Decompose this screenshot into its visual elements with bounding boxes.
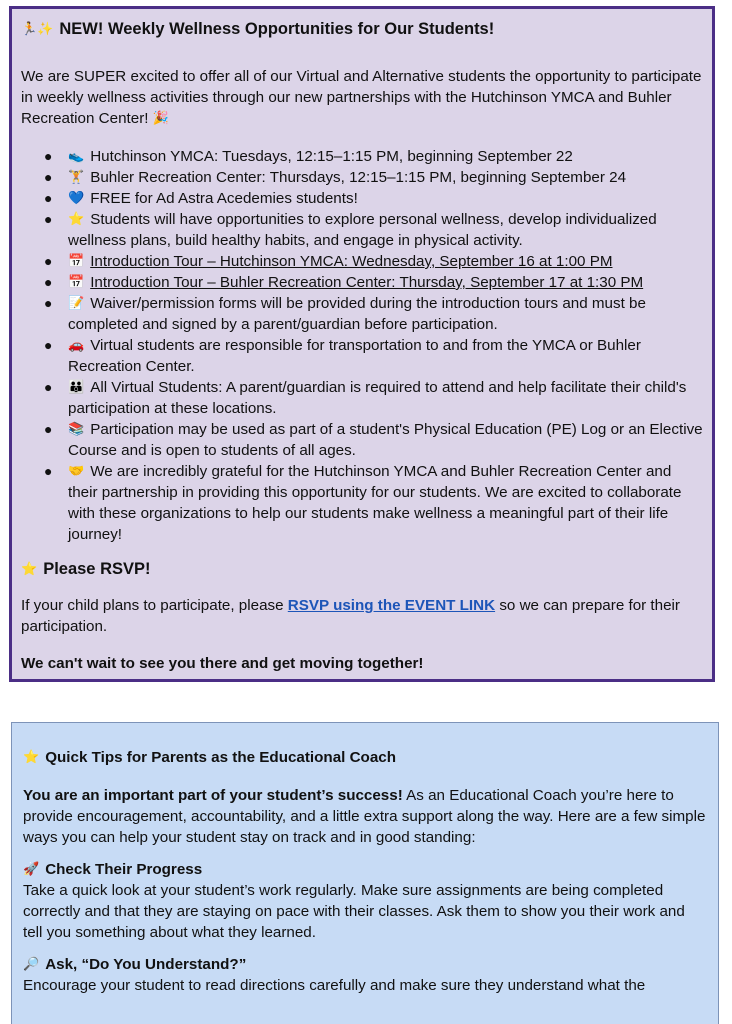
handshake-icon: 🤝 bbox=[68, 463, 85, 478]
books-icon: 📚 bbox=[68, 421, 85, 436]
tips-intro-bold: You are an important part of your student’s success! bbox=[23, 787, 403, 804]
bullet-icon: ● bbox=[44, 379, 53, 395]
tip-heading-progress bbox=[23, 859, 708, 880]
list-item-text: All Virtual Students: A parent/guardian is required to attend and help facilitate their child's participation at these locations. bbox=[68, 379, 687, 417]
list-item-text: Introduction Tour – Hutchinson YMCA: Wednesday, September 16 at 1:00 PM bbox=[90, 253, 613, 270]
wellness-title-text: NEW! Weekly Wellness Opportunities for Our Students! bbox=[59, 20, 495, 38]
memo-icon: 📝 bbox=[68, 295, 85, 310]
bullet-icon: ● bbox=[44, 190, 53, 206]
weightlifter-icon: 🏋️ bbox=[68, 169, 85, 184]
list-item-text: Hutchinson YMCA: Tuesdays, 12:15–1:15 PM, beginning September 22 bbox=[90, 148, 573, 165]
star-icon: ⭐ bbox=[23, 749, 40, 764]
bullet-icon: ● bbox=[44, 274, 53, 290]
list-item bbox=[21, 251, 704, 272]
bullet-icon: ● bbox=[44, 337, 53, 353]
list-item-text: Virtual students are responsible for transportation to and from the YMCA or Buhler Recreation Center. bbox=[68, 337, 641, 375]
bullet-icon: ● bbox=[44, 253, 53, 269]
list-item bbox=[21, 377, 704, 419]
wellness-intro-text: We are SUPER excited to offer all of our Virtual and Alternative students the opportunity to participate in weekly wellness activities through our new partnerships with the Hutchinson YMCA and Buhler Recreation Center! bbox=[21, 68, 702, 127]
bullet-icon: ● bbox=[44, 169, 53, 185]
tips-title bbox=[23, 747, 708, 769]
tips-intro-rest: As an Educational Coach you’re here to provide encouragement, accountability, and a little extra support along the way. Here are a few simple ways you can help your student stay on track and in good standing: bbox=[23, 787, 706, 846]
family-icon: 👪 bbox=[68, 379, 85, 394]
list-item-text: FREE for Ad Astra Acedemies students! bbox=[90, 190, 358, 207]
list-item-text: Participation may be used as part of a student's Physical Education (PE) Log or an Elective Course and is open to students of all ages. bbox=[68, 421, 703, 459]
list-item bbox=[21, 167, 704, 188]
tip-heading-text: Check Their Progress bbox=[45, 861, 203, 878]
list-item bbox=[21, 461, 704, 545]
list-item-text: Waiver/permission forms will be provided during the introduction tours and must be completed and signed by a parent/guardian before participation. bbox=[68, 295, 646, 333]
list-item bbox=[21, 146, 704, 167]
rsvp-event-link[interactable]: RSVP using the EVENT LINK bbox=[287, 597, 496, 614]
tip-heading-text: Ask, “Do You Understand?” bbox=[45, 956, 247, 973]
list-item bbox=[21, 272, 704, 293]
closing-message: We can't wait to see you there and get moving together! bbox=[21, 655, 424, 672]
bullet-icon: ● bbox=[44, 295, 53, 311]
wellness-title bbox=[21, 17, 704, 43]
list-item-text: We are incredibly grateful for the Hutchinson YMCA and Buhler Recreation Center and their partnership in providing this opportunity for our students. We are excited to collaborate with these organizations to help our students make wellness a meaningful part of their life journey! bbox=[68, 463, 682, 543]
wellness-details-list bbox=[21, 146, 704, 545]
rsvp-heading bbox=[21, 557, 704, 581]
wellness-intro bbox=[21, 66, 704, 129]
list-item-text: Introduction Tour – Buhler Recreation Center: Thursday, September 17 at 1:30 PM bbox=[90, 274, 644, 291]
rsvp-text-after: so we can prepare for their participation. bbox=[21, 597, 680, 635]
wellness-announcement-box bbox=[9, 6, 715, 682]
party-popper-icon: 🎉 bbox=[152, 110, 169, 125]
bullet-icon: ● bbox=[44, 463, 53, 479]
rsvp-heading-text: Please RSVP! bbox=[43, 560, 151, 578]
list-item bbox=[21, 188, 704, 209]
bullet-icon: ● bbox=[44, 148, 53, 164]
bullet-icon: ● bbox=[44, 421, 53, 437]
list-item bbox=[21, 335, 704, 377]
bullet-icon: ● bbox=[44, 211, 53, 227]
star-icon: ⭐ bbox=[21, 561, 38, 576]
tips-title-text: Quick Tips for Parents as the Educational Coach bbox=[45, 749, 396, 766]
magnifier-icon: 🔎 bbox=[23, 956, 40, 971]
list-item-text: Students will have opportunities to explore personal wellness, develop individualized wellness plans, build healthy habits, and engage in physical activity. bbox=[68, 211, 657, 249]
parent-tips-box bbox=[11, 722, 719, 1024]
rsvp-text-before: If your child plans to participate, please bbox=[21, 597, 288, 614]
sneaker-icon: 👟 bbox=[68, 148, 85, 163]
tip-text-progress: Take a quick look at your student’s work regularly. Make sure assignments are being completed correctly and that they are staying on pace with their classes. Ask them to show you their work and tell you something about what they learned. bbox=[23, 882, 685, 941]
list-item-text: Buhler Recreation Center: Thursdays, 12:15–1:15 PM, beginning September 24 bbox=[90, 169, 627, 186]
runner-sparkle-icon: 🏃✨ bbox=[21, 21, 54, 36]
calendar-icon: 📅 bbox=[68, 274, 85, 289]
star-icon: ⭐ bbox=[68, 211, 85, 226]
blue-heart-icon: 💙 bbox=[68, 190, 85, 205]
tips-intro bbox=[23, 785, 708, 848]
tip-heading-understand bbox=[23, 954, 708, 975]
list-item bbox=[21, 293, 704, 335]
list-item bbox=[21, 419, 704, 461]
rocket-icon: 🚀 bbox=[23, 861, 40, 876]
car-icon: 🚗 bbox=[68, 337, 85, 352]
tip-text-understand: Encourage your student to read directions carefully and make sure they understand what the bbox=[23, 977, 646, 994]
list-item bbox=[21, 209, 704, 251]
calendar-icon: 📅 bbox=[68, 253, 85, 268]
rsvp-paragraph bbox=[21, 595, 704, 637]
